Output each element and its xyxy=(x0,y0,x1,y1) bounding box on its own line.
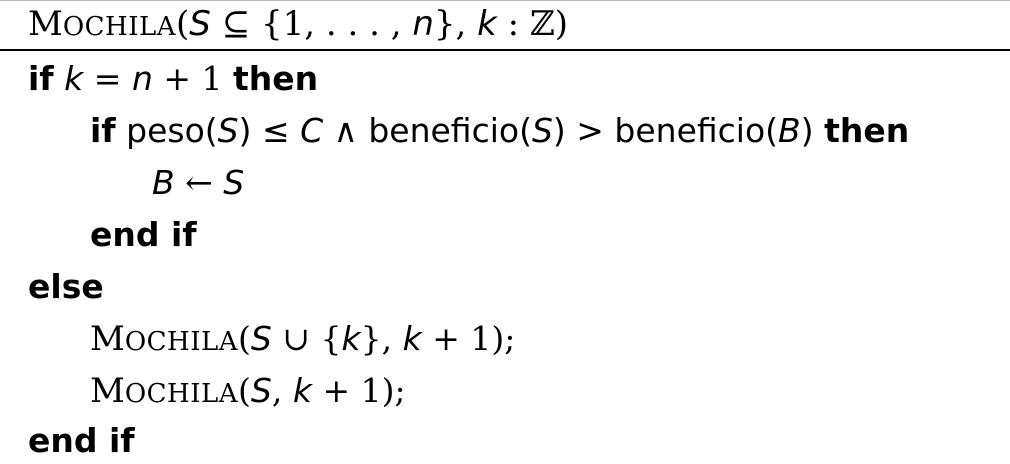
call-name-rest: OCHILA xyxy=(124,327,239,357)
comma-sep: , xyxy=(271,371,293,410)
var-k: k xyxy=(64,59,84,98)
equals: = xyxy=(83,59,132,98)
line-else xyxy=(28,265,104,309)
var-b: B xyxy=(152,163,175,202)
keyword-if: if xyxy=(90,111,116,150)
beneficio-close: ) xyxy=(800,111,825,150)
keyword-then: then xyxy=(232,59,319,98)
plus-one: + 1 xyxy=(152,59,233,98)
line-recurse-include xyxy=(90,317,515,364)
keyword-then: then xyxy=(824,111,910,150)
var-s: S xyxy=(223,163,245,202)
call-name-initial: M xyxy=(90,371,125,411)
open-paren: ( xyxy=(238,319,251,358)
param-set-close: }, xyxy=(433,4,478,44)
top-rule xyxy=(0,0,1010,1)
greater-beneficio: ) > beneficio( xyxy=(552,111,779,150)
line-if-feasible xyxy=(90,109,909,153)
var-k: k xyxy=(402,319,422,358)
param-k: k xyxy=(477,4,497,44)
keyword-end-if: end if xyxy=(90,215,197,254)
param-k-type: : ℤ xyxy=(496,4,555,44)
var-k: k xyxy=(341,319,361,358)
procedure-header xyxy=(28,2,568,49)
line-if-base-case xyxy=(28,57,318,101)
peso-call: peso( xyxy=(115,111,218,150)
param-s: S xyxy=(189,4,211,44)
union-brace: ∪ { xyxy=(271,319,342,358)
left-arrow: ← xyxy=(174,163,224,202)
open-paren: ( xyxy=(176,4,190,44)
var-s: S xyxy=(217,111,239,150)
plus-one-close: + 1); xyxy=(421,319,516,358)
open-paren: ( xyxy=(238,371,251,410)
brace-close-sep: }, xyxy=(360,319,403,358)
var-s: S xyxy=(531,111,553,150)
var-b: B xyxy=(778,111,801,150)
peso-close-leq: ) ≤ xyxy=(238,111,301,150)
var-s: S xyxy=(250,319,272,358)
and-beneficio: ∧ beneficio( xyxy=(323,111,532,150)
keyword-else: else xyxy=(28,267,104,306)
keyword-if: if xyxy=(28,59,54,98)
line-assign-best xyxy=(152,161,244,205)
var-n: n xyxy=(131,59,153,98)
line-recurse-exclude xyxy=(90,369,406,416)
param-n: n xyxy=(412,4,434,44)
call-name-rest: OCHILA xyxy=(124,379,239,409)
procedure-name-rest: OCHILA xyxy=(62,12,177,42)
call-name-initial: M xyxy=(90,319,125,359)
close-paren: ) xyxy=(554,4,569,44)
line-end-if-outer xyxy=(28,419,135,463)
param-s-type: ⊆ {1, . . . , xyxy=(210,4,413,44)
plus-one-close: + 1); xyxy=(311,371,406,410)
line-end-if-inner xyxy=(90,213,197,257)
var-s: S xyxy=(250,371,272,410)
var-k: k xyxy=(292,371,312,410)
var-c: C xyxy=(300,111,324,150)
header-rule xyxy=(0,49,1010,51)
procedure-name-initial: M xyxy=(28,4,63,44)
keyword-end-if: end if xyxy=(28,421,135,460)
